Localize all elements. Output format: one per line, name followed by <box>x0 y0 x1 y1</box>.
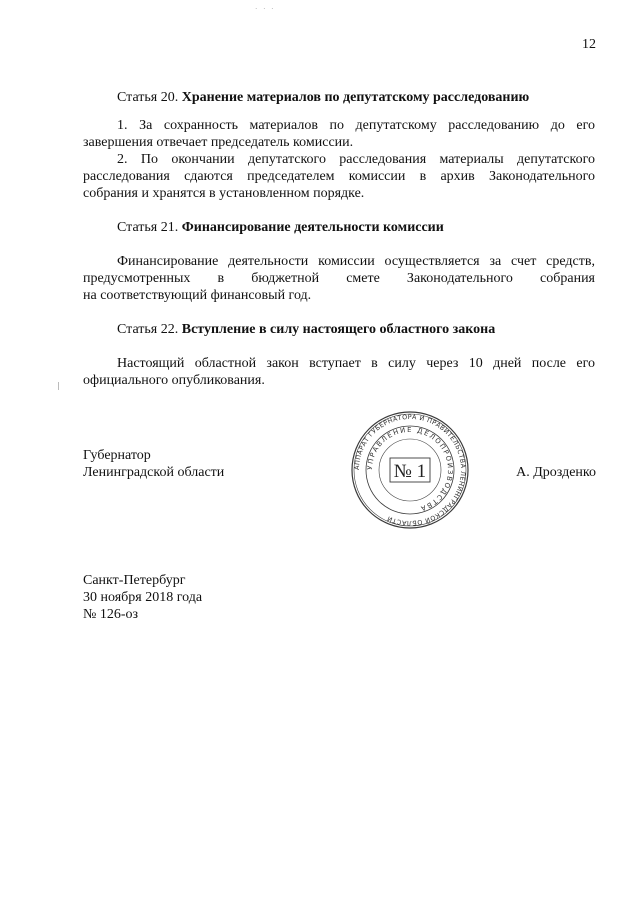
article-20-paragraph-2 <box>83 151 595 202</box>
article-21-paragraph-1 <box>83 253 595 304</box>
article-22-paragraph-1 <box>83 355 595 389</box>
signatory-name: А. Дрозденко <box>516 465 596 480</box>
text-line: 1. За сохранность материалов по депутатскому расследованию до его <box>117 118 595 133</box>
signing-city: Санкт-Петербург <box>83 573 186 588</box>
article-20-heading <box>117 89 529 106</box>
article-21-label: Статья 21. <box>117 220 179 235</box>
text-line: официального опубликования. <box>83 373 265 388</box>
scan-mark: · · · <box>255 5 276 13</box>
text-line: расследования сдаются председателем комиссии в архив Законодательного <box>83 169 595 184</box>
article-21-title: Финансирование деятельности комиссии <box>181 220 444 235</box>
text-line: Финансирование деятельности комиссии осуществляется за счет средств, <box>117 254 595 269</box>
law-number: № 126-оз <box>83 607 139 622</box>
text-line: 2. По окончании депутатского расследования материалы депутатского <box>117 152 595 167</box>
signatory-position <box>83 447 224 481</box>
position-line: Губернатор <box>83 448 151 463</box>
article-20-paragraph-1 <box>83 117 595 151</box>
official-seal-stamp <box>350 410 470 530</box>
article-22-label: Статья 22. <box>117 322 179 337</box>
signing-date: 30 ноября 2018 года <box>83 590 203 605</box>
article-22-title: Вступление в силу настоящего областного закона <box>181 322 496 337</box>
seal-number: № 1 <box>393 461 427 482</box>
margin-mark <box>58 382 59 390</box>
text-line: собрания и хранятся в установленном порядке. <box>83 186 365 201</box>
article-21-heading <box>117 219 444 236</box>
place-date-number <box>83 572 202 623</box>
text-line: предусмотренных в бюджетной смете Законодательного собрания <box>83 271 595 286</box>
text-line: на соответствующий финансовый год. <box>83 288 312 303</box>
seal-inner-text: УПРАВЛЕНИЕ ДЕЛОПРОИЗВОДСТВА <box>365 425 455 513</box>
text-line: завершения отвечает председатель комиссии. <box>83 135 354 150</box>
position-line: Ленинградской области <box>83 465 225 480</box>
article-20-label: Статья 20. <box>117 90 179 105</box>
article-22-heading <box>117 321 495 338</box>
text-line: Настоящий областной закон вступает в силу через 10 дней после его <box>117 356 595 371</box>
page-number: 12 <box>582 37 596 52</box>
article-20-title: Хранение материалов по депутатскому расследованию <box>181 90 530 105</box>
seal-outer-text: АППАРАТ ГУБЕРНАТОРА И ПРАВИТЕЛЬСТВА ЛЕНИНГРАДСКОЙ ОБЛАСТИ <box>352 412 468 528</box>
